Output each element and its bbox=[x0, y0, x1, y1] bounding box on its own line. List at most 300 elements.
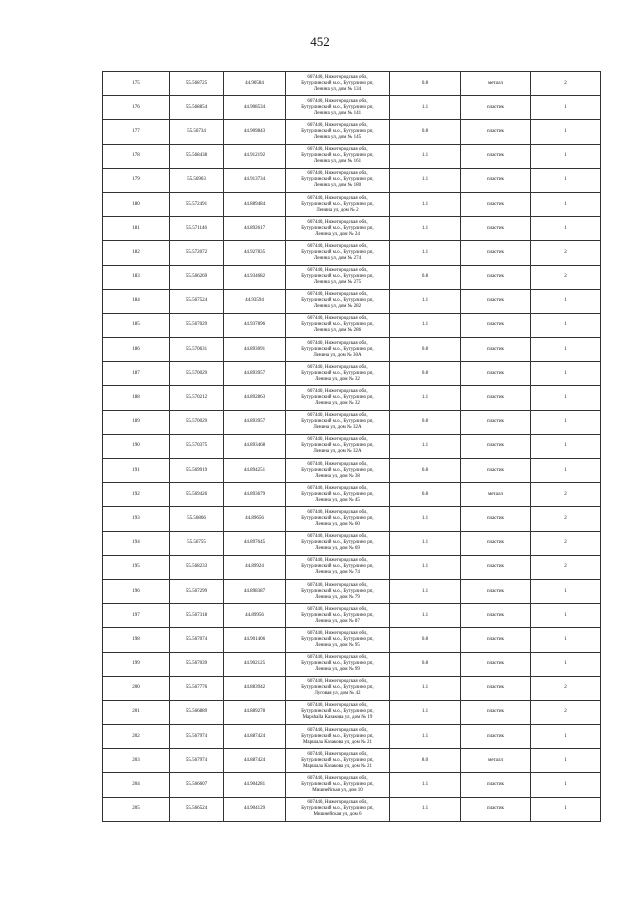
area-cell: 1.1 bbox=[390, 700, 461, 724]
address-line: Ленина ул, дом № 24 bbox=[315, 231, 360, 237]
address-cell bbox=[286, 120, 390, 144]
address-line: Ленина ул, дом № 38 bbox=[315, 473, 360, 479]
material-cell: пластик bbox=[461, 289, 531, 313]
latitude-cell: 55.566889 bbox=[170, 700, 224, 724]
address-cell bbox=[286, 434, 390, 458]
address-line: 607440, Нижегородская обл, bbox=[307, 171, 368, 177]
address-cell bbox=[286, 773, 390, 797]
latitude-cell: 55.568233 bbox=[170, 555, 224, 579]
area-cell: 0.8 bbox=[390, 362, 461, 386]
latitude-cell: 55.567074 bbox=[170, 628, 224, 652]
address-line: 607440, Нижегородская обл, bbox=[307, 751, 368, 757]
latitude-cell: 55.568438 bbox=[170, 144, 224, 168]
material-cell: пластик bbox=[461, 120, 531, 144]
longitude-cell: 44.889484 bbox=[224, 192, 286, 216]
area-cell: 1.1 bbox=[390, 434, 461, 458]
area-cell: 1.1 bbox=[390, 386, 461, 410]
table-row bbox=[103, 459, 601, 483]
address-line: 607440, Нижегородская обл, bbox=[307, 558, 368, 564]
address-line: Бутурлинский м.о., Бутурлино рп, bbox=[301, 104, 374, 110]
area-cell: 0.8 bbox=[390, 265, 461, 289]
address-line: 607440, Нижегородская обл, bbox=[307, 437, 368, 443]
address-line: Ленина ул, дом № 161 bbox=[313, 159, 362, 165]
longitude-cell: 44.909843 bbox=[224, 120, 286, 144]
table-row bbox=[103, 507, 601, 531]
address-cell bbox=[286, 797, 390, 821]
address-line: 607440, Нижегородская обл, bbox=[307, 243, 368, 249]
container-count-cell: 2 bbox=[531, 507, 601, 531]
row-number-cell: 195 bbox=[103, 555, 170, 579]
area-cell: 0.8 bbox=[390, 72, 461, 96]
latitude-cell: 55.56734 bbox=[170, 120, 224, 144]
latitude-cell: 55.566607 bbox=[170, 773, 224, 797]
row-number-cell: 201 bbox=[103, 700, 170, 724]
container-count-cell: 2 bbox=[531, 700, 601, 724]
latitude-cell: 55.567318 bbox=[170, 604, 224, 628]
address-line: Ленина ул, дом № 30А bbox=[313, 352, 362, 358]
address-line: Бутурлинский м.о., Бутурлино рп, bbox=[301, 225, 374, 231]
area-cell: 1.1 bbox=[390, 531, 461, 555]
address-line: 607440, Нижегородская обл, bbox=[307, 147, 368, 153]
row-number-cell: 204 bbox=[103, 773, 170, 797]
address-line: Бутурлинский м.о., Бутурлино рп, bbox=[301, 685, 374, 691]
longitude-cell: 44.889278 bbox=[224, 700, 286, 724]
table-row bbox=[103, 265, 601, 289]
latitude-cell: 55.56755 bbox=[170, 531, 224, 555]
row-number-cell: 187 bbox=[103, 362, 170, 386]
table-row bbox=[103, 725, 601, 749]
longitude-cell: 44.904281 bbox=[224, 773, 286, 797]
address-line: Бутурлинский м.о., Бутурлино рп, bbox=[301, 757, 374, 763]
address-line: 607440, Нижегородская обл, bbox=[307, 655, 368, 661]
longitude-cell: 44.90584 bbox=[224, 72, 286, 96]
material-cell: металл bbox=[461, 483, 531, 507]
area-cell: 0.8 bbox=[390, 459, 461, 483]
material-cell: пластик bbox=[461, 313, 531, 337]
address-line: Ленина ул, дом № 141 bbox=[313, 110, 362, 116]
longitude-cell: 44.893679 bbox=[224, 483, 286, 507]
area-cell: 0.8 bbox=[390, 410, 461, 434]
container-count-cell: 1 bbox=[531, 579, 601, 603]
page-number: 452 bbox=[310, 34, 330, 49]
address-line: Ленина ул, дом № 99 bbox=[315, 667, 360, 673]
container-count-cell: 2 bbox=[531, 483, 601, 507]
address-line: Маршала Казакова ул, дом № 21 bbox=[302, 739, 373, 745]
material-cell: пластик bbox=[461, 410, 531, 434]
address-line: Ленина ул, дом № 74 bbox=[315, 570, 360, 576]
address-cell bbox=[286, 507, 390, 531]
address-cell bbox=[286, 459, 390, 483]
material-cell: пластик bbox=[461, 265, 531, 289]
latitude-cell: 55.567029 bbox=[170, 313, 224, 337]
row-number-cell: 203 bbox=[103, 749, 170, 773]
material-cell: пластик bbox=[461, 217, 531, 241]
material-cell: пластик bbox=[461, 362, 531, 386]
address-line: 607440, Нижегородская обл, bbox=[307, 316, 368, 322]
address-line: Бутурлинский м.о., Бутурлино рп, bbox=[301, 733, 374, 739]
address-line: 607440, Нижегородская обл, bbox=[307, 606, 368, 612]
container-count-cell: 1 bbox=[531, 386, 601, 410]
table-row bbox=[103, 362, 601, 386]
address-line: Бутурлинский м.о., Бутурлино рп, bbox=[301, 322, 374, 328]
latitude-cell: 55.572072 bbox=[170, 241, 224, 265]
address-line: Ленина ул, дом № 45 bbox=[315, 497, 360, 503]
row-number-cell: 179 bbox=[103, 168, 170, 192]
container-count-cell: 1 bbox=[531, 725, 601, 749]
row-number-cell: 186 bbox=[103, 338, 170, 362]
address-line: Ленина ул, дом № 32А bbox=[313, 425, 362, 431]
material-cell: пластик bbox=[461, 725, 531, 749]
row-number-cell: 193 bbox=[103, 507, 170, 531]
material-cell: пластик bbox=[461, 700, 531, 724]
latitude-cell: 55.572491 bbox=[170, 192, 224, 216]
address-line: Бутурлинский м.о., Бутурлино рп, bbox=[301, 443, 374, 449]
table-row bbox=[103, 120, 601, 144]
address-line: Ленина ул, дом № 32 bbox=[315, 376, 360, 382]
longitude-cell: 44.893957 bbox=[224, 362, 286, 386]
container-count-cell: 1 bbox=[531, 313, 601, 337]
latitude-cell: 55.568725 bbox=[170, 72, 224, 96]
longitude-cell: 44.89956 bbox=[224, 604, 286, 628]
latitude-cell: 55.570212 bbox=[170, 386, 224, 410]
latitude-cell: 55.567776 bbox=[170, 676, 224, 700]
latitude-cell: 55.567039 bbox=[170, 652, 224, 676]
address-line: 607440, Нижегородская обл, bbox=[307, 292, 368, 298]
material-cell: металл bbox=[461, 749, 531, 773]
material-cell: пластик bbox=[461, 459, 531, 483]
longitude-cell: 44.908534 bbox=[224, 96, 286, 120]
material-cell: пластик bbox=[461, 386, 531, 410]
address-cell bbox=[286, 725, 390, 749]
area-cell: 1.1 bbox=[390, 797, 461, 821]
longitude-cell: 44.904129 bbox=[224, 797, 286, 821]
address-line: Бутурлинский м.о., Бутурлино рп, bbox=[301, 346, 374, 352]
material-cell: пластик bbox=[461, 797, 531, 821]
address-line: 607440, Нижегородская обл, bbox=[307, 268, 368, 274]
address-cell bbox=[286, 604, 390, 628]
table-row bbox=[103, 72, 601, 96]
row-number-cell: 184 bbox=[103, 289, 170, 313]
address-cell bbox=[286, 749, 390, 773]
material-cell: пластик bbox=[461, 652, 531, 676]
longitude-cell: 44.887424 bbox=[224, 725, 286, 749]
container-count-cell: 1 bbox=[531, 749, 601, 773]
address-cell bbox=[286, 265, 390, 289]
row-number-cell: 205 bbox=[103, 797, 170, 821]
material-cell: пластик bbox=[461, 168, 531, 192]
container-count-cell: 1 bbox=[531, 289, 601, 313]
address-line: 607440, Нижегородская обл, bbox=[307, 122, 368, 128]
row-number-cell: 198 bbox=[103, 628, 170, 652]
table-row bbox=[103, 241, 601, 265]
table-row bbox=[103, 749, 601, 773]
address-cell bbox=[286, 531, 390, 555]
address-line: Ленина ул, дом № 32 bbox=[315, 401, 360, 407]
longitude-cell: 44.93594 bbox=[224, 289, 286, 313]
address-cell bbox=[286, 168, 390, 192]
address-line: Ленина ул, дом № 180 bbox=[313, 183, 362, 189]
address-line: 607440, Нижегородская обл, bbox=[307, 461, 368, 467]
container-count-cell: 1 bbox=[531, 628, 601, 652]
row-number-cell: 181 bbox=[103, 217, 170, 241]
table-row bbox=[103, 96, 601, 120]
table-row bbox=[103, 579, 601, 603]
address-cell bbox=[286, 338, 390, 362]
row-number-cell: 176 bbox=[103, 96, 170, 120]
container-count-cell: 1 bbox=[531, 434, 601, 458]
row-number-cell: 180 bbox=[103, 192, 170, 216]
row-number-cell: 191 bbox=[103, 459, 170, 483]
container-count-cell: 1 bbox=[531, 773, 601, 797]
address-line: 607440, Нижегородская обл, bbox=[307, 800, 368, 806]
area-cell: 8.0 bbox=[390, 749, 461, 773]
address-cell bbox=[286, 289, 390, 313]
table-row bbox=[103, 338, 601, 362]
table-row bbox=[103, 192, 601, 216]
container-count-cell: 2 bbox=[531, 676, 601, 700]
address-cell bbox=[286, 241, 390, 265]
address-cell bbox=[286, 410, 390, 434]
area-cell: 1.1 bbox=[390, 168, 461, 192]
area-cell: 1.1 bbox=[390, 313, 461, 337]
longitude-cell: 44.893091 bbox=[224, 338, 286, 362]
address-line: Бутурлинский м.о., Бутурлино рп, bbox=[301, 249, 374, 255]
area-cell: 1.1 bbox=[390, 289, 461, 313]
address-line: Бутурлинский м.о., Бутурлино рп, bbox=[301, 540, 374, 546]
address-line: Бутурлинский м.о., Бутурлино рп, bbox=[301, 395, 374, 401]
address-line: Ленина ул, дом № 95 bbox=[315, 642, 360, 648]
latitude-cell: 55.569919 bbox=[170, 459, 224, 483]
material-cell: пластик bbox=[461, 507, 531, 531]
row-number-cell: 189 bbox=[103, 410, 170, 434]
address-line: Ленина ул, дом № 60 bbox=[315, 521, 360, 527]
container-count-cell: 1 bbox=[531, 652, 601, 676]
registry-table bbox=[102, 71, 601, 822]
row-number-cell: 178 bbox=[103, 144, 170, 168]
material-cell: пластик bbox=[461, 434, 531, 458]
area-cell: 1.1 bbox=[390, 676, 461, 700]
material-cell: пластик bbox=[461, 241, 531, 265]
address-line: 607440, Нижегородская обл, bbox=[307, 776, 368, 782]
area-cell: 1.1 bbox=[390, 507, 461, 531]
address-cell bbox=[286, 96, 390, 120]
longitude-cell: 44.897645 bbox=[224, 531, 286, 555]
latitude-cell: 55.56963 bbox=[170, 168, 224, 192]
material-cell: пластик bbox=[461, 192, 531, 216]
address-cell bbox=[286, 579, 390, 603]
address-line: 607440, Нижегородская обл, bbox=[307, 630, 368, 636]
address-cell bbox=[286, 217, 390, 241]
row-number-cell: 196 bbox=[103, 579, 170, 603]
address-line: 607440, Нижегородская обл, bbox=[307, 98, 368, 104]
table-row bbox=[103, 676, 601, 700]
address-line: Ленина ул, дом № 79 bbox=[315, 594, 360, 600]
latitude-cell: 55.566269 bbox=[170, 265, 224, 289]
container-count-cell: 1 bbox=[531, 459, 601, 483]
material-cell: пластик bbox=[461, 555, 531, 579]
latitude-cell: 55.566524 bbox=[170, 797, 224, 821]
latitude-cell: 55.571146 bbox=[170, 217, 224, 241]
latitude-cell: 55.570029 bbox=[170, 362, 224, 386]
area-cell: 1.1 bbox=[390, 579, 461, 603]
address-line: Ленина ул, дом № 134 bbox=[313, 86, 362, 92]
address-line: Бутурлинский м.о., Бутурлино рп, bbox=[301, 515, 374, 521]
address-cell bbox=[286, 483, 390, 507]
row-number-cell: 188 bbox=[103, 386, 170, 410]
longitude-cell: 44.913734 bbox=[224, 168, 286, 192]
longitude-cell: 44.934682 bbox=[224, 265, 286, 289]
address-line: Бутурлинский м.о., Бутурлино рп, bbox=[301, 370, 374, 376]
latitude-cell: 55.567524 bbox=[170, 289, 224, 313]
longitude-cell: 44.927835 bbox=[224, 241, 286, 265]
area-cell: 1.1 bbox=[390, 604, 461, 628]
area-cell: 0.8 bbox=[390, 120, 461, 144]
table-row bbox=[103, 289, 601, 313]
area-cell: 1.1 bbox=[390, 773, 461, 797]
address-line: Бутурлинский м.о., Бутурлино рп, bbox=[301, 153, 374, 159]
container-count-cell: 1 bbox=[531, 144, 601, 168]
longitude-cell: 44.898387 bbox=[224, 579, 286, 603]
latitude-cell: 55.570029 bbox=[170, 410, 224, 434]
address-line: 607440, Нижегородская обл, bbox=[307, 389, 368, 395]
material-cell: пластик bbox=[461, 604, 531, 628]
address-line: Ленина ул, дом № 286 bbox=[313, 328, 362, 334]
area-cell: 0.8 bbox=[390, 483, 461, 507]
table-row bbox=[103, 483, 601, 507]
longitude-cell: 44.887424 bbox=[224, 749, 286, 773]
table-row bbox=[103, 410, 601, 434]
row-number-cell: 183 bbox=[103, 265, 170, 289]
latitude-cell: 55.567974 bbox=[170, 749, 224, 773]
address-line: Бутурлинский м.о., Бутурлино рп, bbox=[301, 467, 374, 473]
table-row bbox=[103, 217, 601, 241]
table-row bbox=[103, 313, 601, 337]
table-row bbox=[103, 652, 601, 676]
row-number-cell: 194 bbox=[103, 531, 170, 555]
address-cell bbox=[286, 700, 390, 724]
address-line: Ленина ул, дом № 69 bbox=[315, 546, 360, 552]
row-number-cell: 202 bbox=[103, 725, 170, 749]
container-count-cell: 1 bbox=[531, 217, 601, 241]
address-line: Луговая ул, дом № 42 bbox=[314, 691, 361, 697]
address-line: Бутурлинский м.о., Бутурлино рп, bbox=[301, 588, 374, 594]
material-cell: пластик bbox=[461, 676, 531, 700]
latitude-cell: 55.567974 bbox=[170, 725, 224, 749]
address-cell bbox=[286, 362, 390, 386]
container-count-cell: 1 bbox=[531, 120, 601, 144]
area-cell: 1.1 bbox=[390, 217, 461, 241]
address-line: 607440, Нижегородская обл, bbox=[307, 534, 368, 540]
area-cell: 1.1 bbox=[390, 241, 461, 265]
container-count-cell: 2 bbox=[531, 265, 601, 289]
material-cell: пластик bbox=[461, 531, 531, 555]
address-line: Бутурлинский м.о., Бутурлино рп, bbox=[301, 419, 374, 425]
address-line: 607440, Нижегородская обл, bbox=[307, 485, 368, 491]
address-line: Ленина ул, дом № 32А bbox=[313, 449, 362, 455]
address-line: Ленина ул, дом № 282 bbox=[313, 304, 362, 310]
row-number-cell: 199 bbox=[103, 652, 170, 676]
address-line: Бутурлинский м.о., Бутурлино рп, bbox=[301, 80, 374, 86]
address-line: 607440, Нижегородская обл, bbox=[307, 413, 368, 419]
container-count-cell: 1 bbox=[531, 362, 601, 386]
address-line: Бутурлинский м.о., Бутурлино рп, bbox=[301, 806, 374, 812]
address-line: Марshallа Казакова ул, дом № 19 bbox=[302, 715, 373, 721]
registry-table-body bbox=[103, 72, 601, 822]
longitude-cell: 44.893468 bbox=[224, 434, 286, 458]
address-line: 607440, Нижегородская обл, bbox=[307, 727, 368, 733]
row-number-cell: 200 bbox=[103, 676, 170, 700]
address-cell bbox=[286, 192, 390, 216]
address-line: Бутурлинский м.о., Бутурлино рп, bbox=[301, 612, 374, 618]
container-count-cell: 1 bbox=[531, 168, 601, 192]
address-line: 607440, Нижегородская обл, bbox=[307, 74, 368, 80]
address-line: Мишнейская ул, дом 10 bbox=[312, 788, 363, 794]
table-row bbox=[103, 773, 601, 797]
address-line: Ленина ул, дом № 145 bbox=[313, 134, 362, 140]
material-cell: пластик bbox=[461, 96, 531, 120]
material-cell: пластик bbox=[461, 579, 531, 603]
address-line: Бутурлинский м.о., Бутурлино рп, bbox=[301, 491, 374, 497]
area-cell: 0.8 bbox=[390, 628, 461, 652]
address-line: Бутурлинский м.о., Бутурлино рп, bbox=[301, 274, 374, 280]
table-row bbox=[103, 628, 601, 652]
address-cell bbox=[286, 555, 390, 579]
address-line: Бутурлинский м.о., Бутурлино рп, bbox=[301, 636, 374, 642]
table-row bbox=[103, 700, 601, 724]
container-count-cell: 2 bbox=[531, 555, 601, 579]
address-line: Ленина ул, дом № 87 bbox=[315, 618, 360, 624]
address-cell bbox=[286, 652, 390, 676]
longitude-cell: 44.912192 bbox=[224, 144, 286, 168]
container-count-cell: 1 bbox=[531, 338, 601, 362]
address-line: 607440, Нижегородская обл, bbox=[307, 679, 368, 685]
material-cell: пластик bbox=[461, 628, 531, 652]
address-line: 607440, Нижегородская обл, bbox=[307, 364, 368, 370]
address-line: 607440, Нижегородская обл, bbox=[307, 340, 368, 346]
area-cell: 0.8 bbox=[390, 652, 461, 676]
container-count-cell: 1 bbox=[531, 604, 601, 628]
area-cell: 0.8 bbox=[390, 338, 461, 362]
address-cell bbox=[286, 144, 390, 168]
table-row bbox=[103, 604, 601, 628]
longitude-cell: 44.892863 bbox=[224, 386, 286, 410]
material-cell: пластик bbox=[461, 144, 531, 168]
row-number-cell: 185 bbox=[103, 313, 170, 337]
table-row bbox=[103, 168, 601, 192]
address-cell bbox=[286, 386, 390, 410]
latitude-cell: 55.570375 bbox=[170, 434, 224, 458]
table-row bbox=[103, 555, 601, 579]
container-count-cell: 1 bbox=[531, 797, 601, 821]
latitude-cell: 55.568854 bbox=[170, 96, 224, 120]
address-line: Бутурлинский м.о., Бутурлино рп, bbox=[301, 128, 374, 134]
container-count-cell: 1 bbox=[531, 410, 601, 434]
row-number-cell: 197 bbox=[103, 604, 170, 628]
address-line: Бутурлинский м.о., Бутурлино рп, bbox=[301, 298, 374, 304]
table-row bbox=[103, 797, 601, 821]
area-cell: 1.1 bbox=[390, 144, 461, 168]
latitude-cell: 55.56866 bbox=[170, 507, 224, 531]
material-cell: пластик bbox=[461, 338, 531, 362]
row-number-cell: 175 bbox=[103, 72, 170, 96]
table-row bbox=[103, 531, 601, 555]
table-row bbox=[103, 144, 601, 168]
address-cell bbox=[286, 313, 390, 337]
container-count-cell: 1 bbox=[531, 96, 601, 120]
container-count-cell: 2 bbox=[531, 241, 601, 265]
longitude-cell: 44.894251 bbox=[224, 459, 286, 483]
address-line: 607440, Нижегородская обл, bbox=[307, 509, 368, 515]
